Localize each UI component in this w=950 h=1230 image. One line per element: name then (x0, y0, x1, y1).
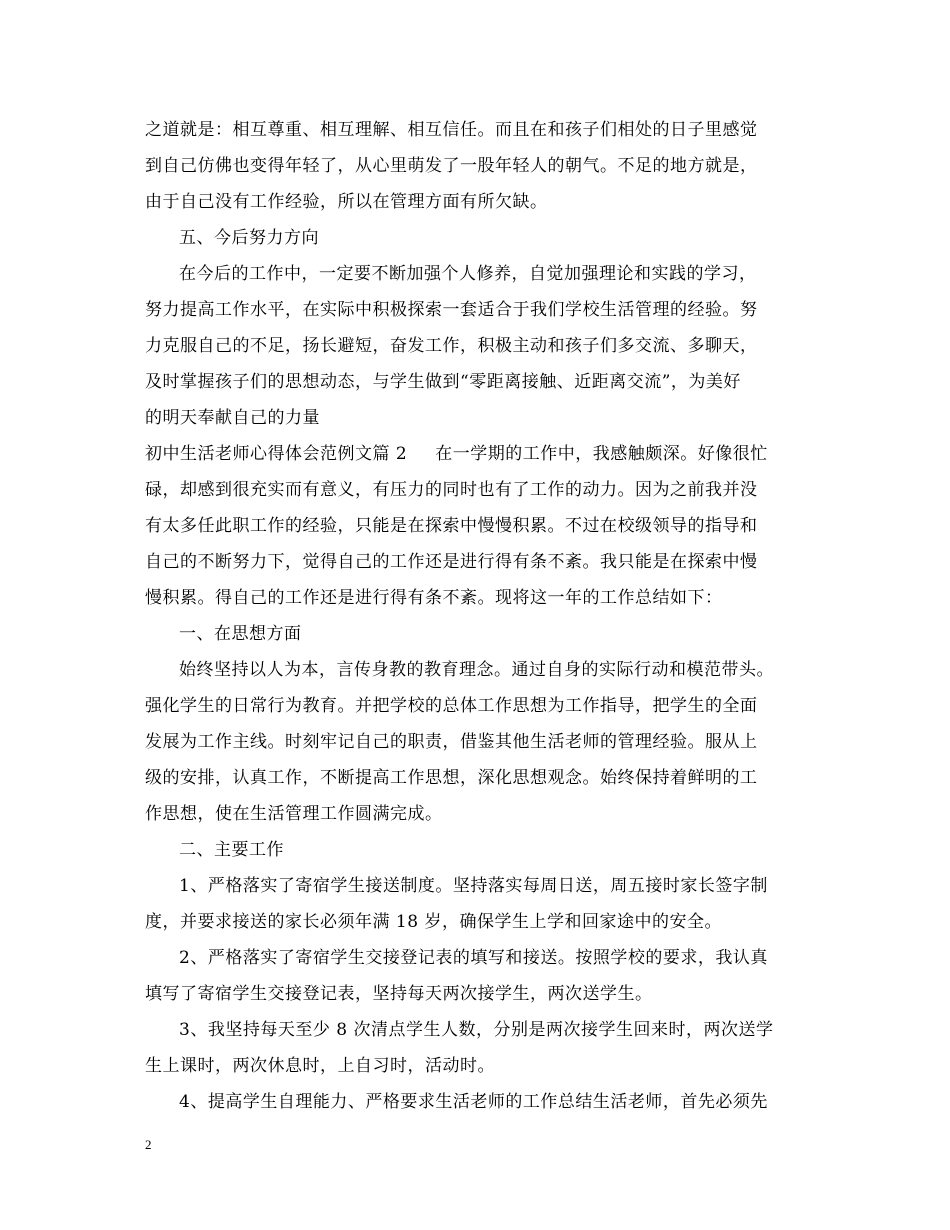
section-heading: 一、在思想方面 (179, 624, 302, 644)
text-line: 力克服自己的不足，扬长避短，奋发工作，积极主动和孩子们多交流、多聊天， (145, 336, 758, 356)
text-line: 级的安排，认真工作，不断提高工作思想，深化思想观念。始终保持着鲜明的工 (145, 768, 758, 788)
text-line: 强化学生的日常行为教育。并把学校的总体工作思想为工作指导，把学生的全面 (145, 696, 758, 716)
text-line: 2、严格落实了寄宿学生交接登记表的填写和接送。按照学校的要求，我认真 (179, 948, 768, 968)
body-text (145, 112, 805, 1120)
text-line: 在今后的工作中，一定要不断加强个人修养，自觉加强理论和实践的学习， (179, 264, 757, 284)
text-line: 度，并要求接送的家长必须年满 18 岁，确保学生上学和回家途中的安全。 (145, 912, 722, 932)
article-title: 初中生活老师心得体会范例文篇 2 (145, 444, 408, 464)
text-line: 之道就是：相互尊重、相互理解、相互信任。而且在和孩子们相处的日子里感觉 (145, 120, 758, 140)
article-title-line (145, 436, 805, 472)
text-line: 4、提高学生自理能力、严格要求生活老师的工作总结生活老师，首先必须先 (179, 1092, 768, 1112)
text-line: 碌，却感到很充实而有意义，有压力的同时也有了工作的动力。因为之前我并没 (145, 480, 758, 500)
text-line: 发展为工作主线。时刻牢记自己的职责，借鉴其他生活老师的管理经验。服从上 (145, 732, 758, 752)
text-line: 努力提高工作水平，在实际中积极探索一套适合于我们学校生活管理的经验。努 (145, 300, 758, 320)
text-line: 生上课时，两次休息时，上自习时，活动时。 (145, 1056, 495, 1076)
text-line: 及时掌握孩子们的思想动态，与学生做到“零距离接触、近距离交流”，为美好 (145, 372, 741, 392)
text-line: 的明天奉献自己的力量 (145, 408, 320, 428)
text-line: 自己的不断努力下，觉得自己的工作还是进行得有条不紊。我只能是在探索中慢 (145, 552, 758, 572)
text-line: 到自己仿佛也变得年轻了，从心里萌发了一股年轻人的朝气。不足的地方就是， (145, 156, 758, 176)
text-line: 由于自己没有工作经验，所以在管理方面有所欠缺。 (145, 192, 548, 212)
text-line: 3、我坚持每天至少 8 次清点学生人数，分别是两次接学生回来时，两次送学 (179, 1020, 774, 1040)
text-line: 慢积累。得自己的工作还是进行得有条不紊。现将这一年的工作总结如下： (145, 588, 723, 608)
text-run: 在一学期的工作中，我感触颇深。好像很忙 (435, 444, 768, 464)
text-line: 1、严格落实了寄宿学生接送制度。坚持落实每周日送，周五接时家长签字制 (179, 876, 768, 896)
section-heading: 五、今后努力方向 (179, 228, 319, 248)
text-line: 填写了寄宿学生交接登记表，坚持每天两次接学生，两次送学生。 (145, 984, 653, 1004)
text-line: 始终坚持以人为本，言传身教的教育理念。通过自身的实际行动和模范带头。 (179, 660, 774, 680)
text-line: 有太多任此职工作的经验，只能是在探索中慢慢积累。不过在校级领导的指导和 (145, 516, 758, 536)
page-number: 2 (145, 1137, 152, 1152)
section-heading: 二、主要工作 (179, 840, 284, 860)
text-line: 作思想，使在生活管理工作圆满完成。 (145, 804, 443, 824)
